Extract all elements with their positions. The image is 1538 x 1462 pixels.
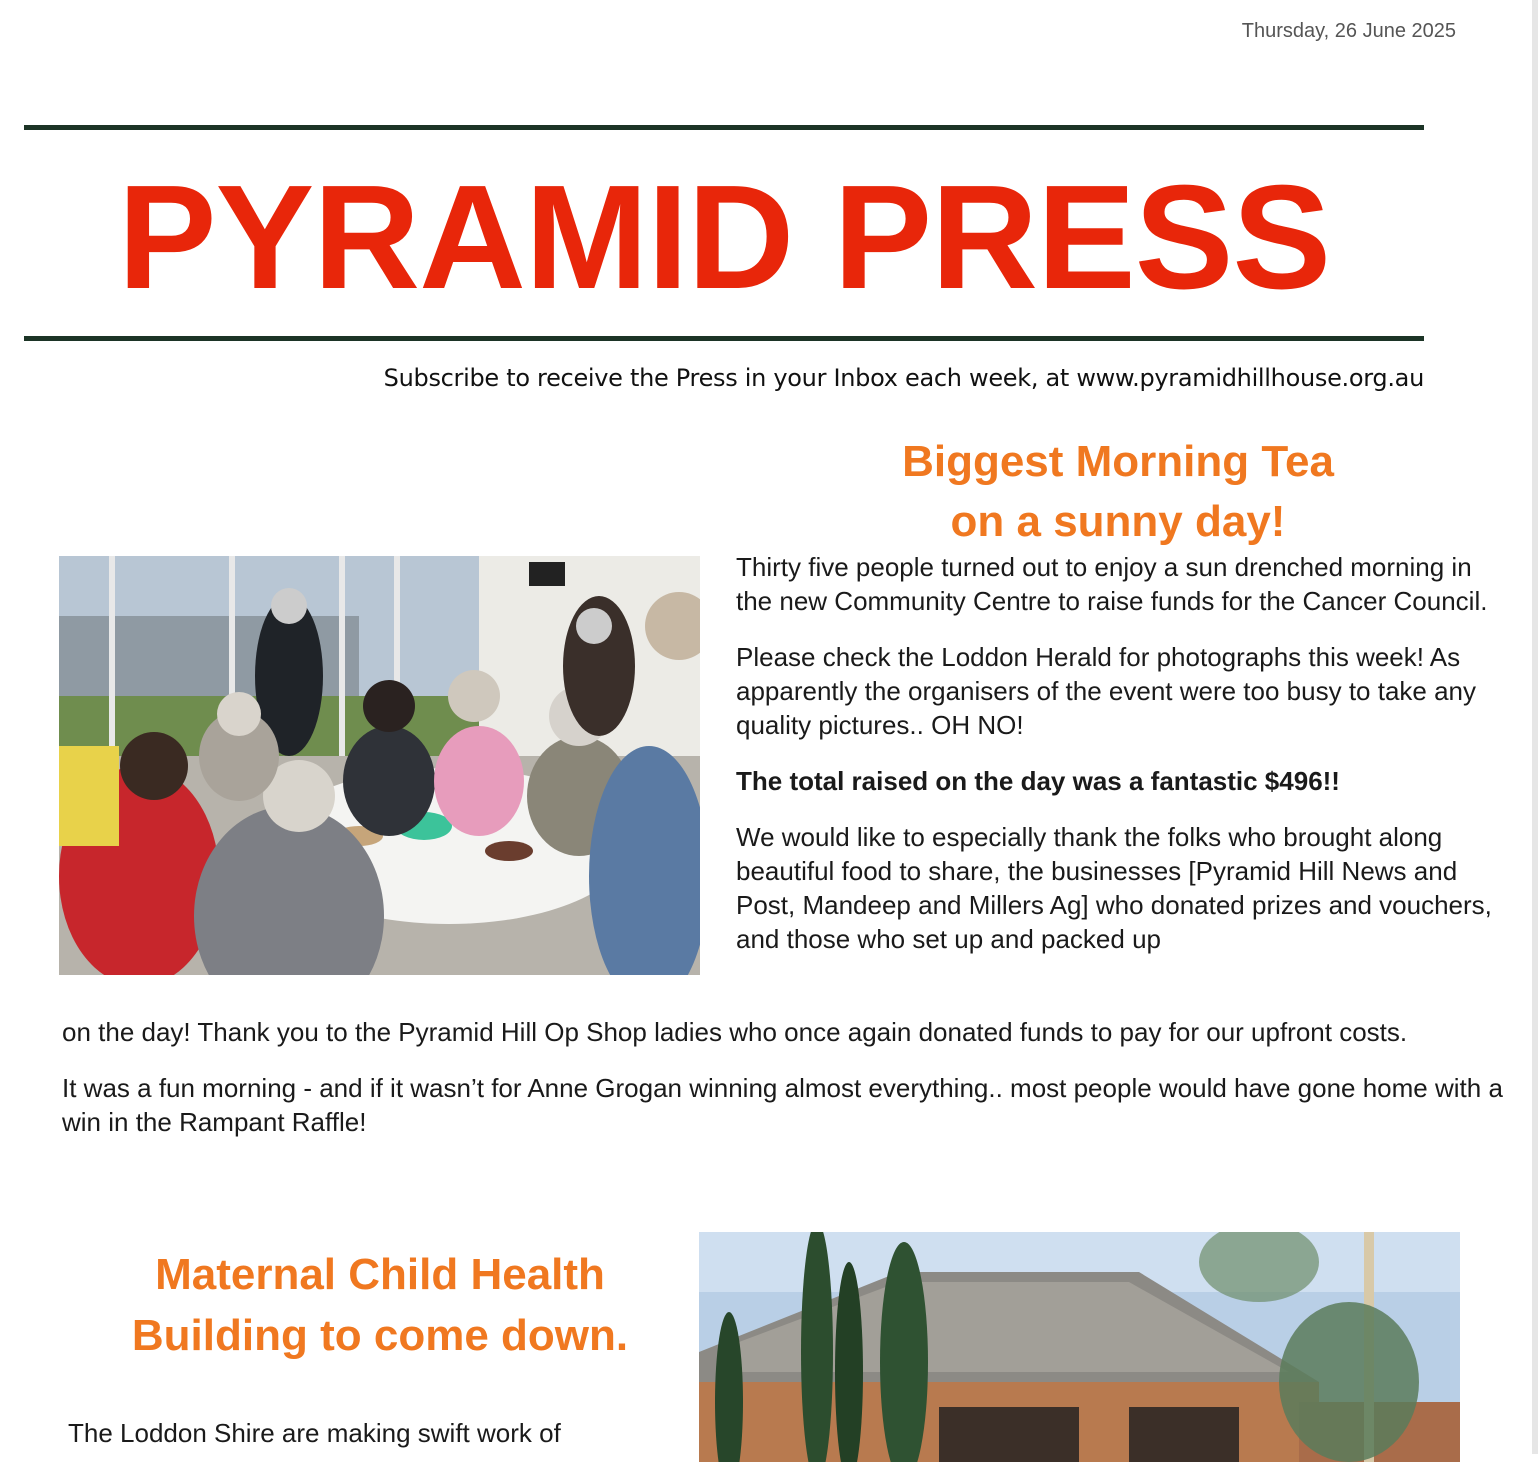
issue-date: Thursday, 26 June 2025 <box>1241 20 1456 42</box>
page-edge-scrollbar[interactable] <box>1532 0 1538 1454</box>
morning-tea-photo <box>59 556 700 975</box>
article1-para1: Thirty five people turned out to enjoy a sun drenched morning in the new Community Centre to raise funds for the Cancer Council. <box>736 552 1488 616</box>
masthead-rule-bottom <box>24 336 1424 341</box>
article1-column <box>736 550 1506 978</box>
masthead-title: PYRAMID PRESS <box>117 155 1331 320</box>
article1-headline <box>720 432 1516 552</box>
article1-headline-line1: Biggest Morning Tea <box>902 437 1334 486</box>
article2-headline-line2: Building to come down. <box>131 1311 629 1360</box>
photo-morning-tea-group-icon <box>59 556 700 975</box>
article1-para4: We would like to especially thank the folks who brought along beautiful food to share, the businesses [Pyramid Hill News and Post, Mandeep and Millers Ag] who donated prizes and vouchers, and those who set up and packed up <box>736 822 1492 954</box>
article2-headline-line1: Maternal Child Health <box>155 1250 605 1299</box>
article1-para5: It was a fun morning - and if it wasn’t for Anne Grogan winning almost everything.. most people would have gone home with a win in the Rampant Raffle! <box>62 1073 1503 1137</box>
article2-headline <box>60 1244 700 1366</box>
article2-para1: The Loddon Shire are making swift work of <box>68 1418 561 1448</box>
article1-total-raised: The total raised on the day was a fantastic $496!! <box>736 766 1340 796</box>
article1-continued <box>62 1015 1512 1161</box>
article1-para4-cont: on the day! Thank you to the Pyramid Hill Op Shop ladies who once again donated funds to pay for our upfront costs. <box>62 1017 1408 1047</box>
photo-brick-building-cypress-icon <box>699 1232 1460 1462</box>
building-photo <box>699 1232 1460 1462</box>
article1-headline-line2: on a sunny day! <box>950 497 1286 546</box>
subscribe-note: Subscribe to receive the Press in your Inbox each week, at www.pyramidhillhouse.org.au <box>383 364 1424 392</box>
masthead-rule-top <box>24 125 1424 130</box>
article1-para2: Please check the Loddon Herald for photographs this week! As apparently the organisers of the event were too busy to take any quality pictures.. OH NO! <box>736 642 1477 740</box>
